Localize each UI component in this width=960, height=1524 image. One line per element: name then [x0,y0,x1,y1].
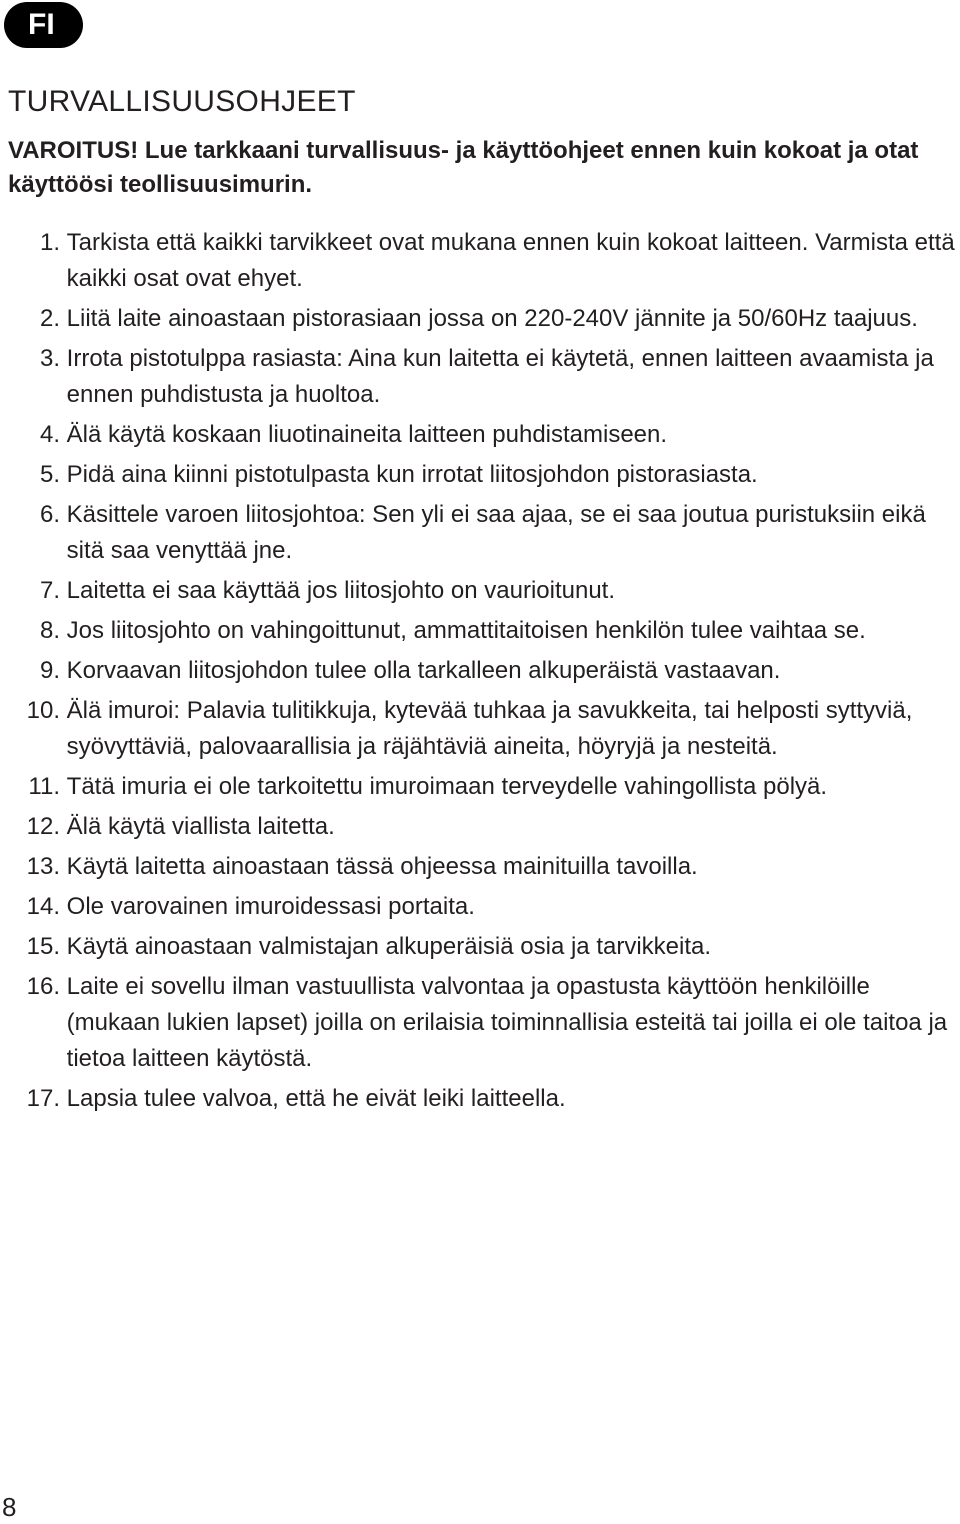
instruction-number: 2. [39,305,60,332]
instruction-number: 6. [39,501,60,528]
instruction-text: Tätä imuria ei ole tarkoitettu imuroimaan terveydelle vahingollista pölyä. [66,773,828,800]
instruction-number: 12. [26,813,60,840]
instruction-item [8,769,960,805]
instruction-item [8,417,960,453]
instruction-text: Laite ei sovellu ilman vastuullista valvontaa ja opastusta käyttöön henkilöille (mukaan lukien lapset) joilla on erilaisia toiminnallisia esteitä tai joilla ei ole taitoa ja tietoa laitteen käytöstä. [66,973,948,1072]
instruction-text: Laitetta ei saa käyttää jos liitosjohto on vaurioitunut. [66,577,616,604]
warning-text: Lue tarkkaani turvallisuus- ja käyttöohjeet ennen kuin kokoat ja otat käyttöösi teollisuusimurin. [8,137,919,198]
warning-lead: VAROITUS! [8,137,139,164]
instruction-item [8,613,960,649]
instruction-text: Älä käytä viallista laitetta. [66,813,335,840]
instruction-number: 17. [26,1085,60,1112]
instruction-text: Liitä laite ainoastaan pistorasiaan jossa on 220-240V jännite ja 50/60Hz taajuus. [66,305,918,332]
instruction-item [8,849,960,885]
instruction-number: 13. [26,853,60,880]
instruction-item [8,929,960,965]
instruction-text: Käytä ainoastaan valmistajan alkuperäisiä osia ja tarvikkeita. [66,933,712,960]
instruction-text: Lapsia tulee valvoa, että he eivät leiki laitteella. [66,1085,566,1112]
instruction-item [8,301,960,337]
instruction-number: 8. [39,617,60,644]
instruction-item [8,225,960,297]
instruction-number: 3. [39,345,60,372]
instruction-text: Älä imuroi: Palavia tulitikkuja, kytevää tuhkaa ja savukkeita, tai helposti syttyviä, syövyttäviä, palovaarallisia ja räjähtäviä aineita, höyryjä ja nesteitä. [66,697,913,760]
instruction-item [8,457,960,493]
instruction-text: Käytä laitetta ainoastaan tässä ohjeessa mainituilla tavoilla. [66,853,698,880]
instruction-text: Ole varovainen imuroidessasi portaita. [66,893,475,920]
instruction-number: 4. [39,421,60,448]
instruction-number: 9. [39,657,60,684]
instruction-number: 11. [28,773,60,800]
instruction-number: 5. [39,461,60,488]
instruction-text: Korvaavan liitosjohdon tulee olla tarkalleen alkuperäistä vastaavan. [66,657,781,684]
instruction-item [8,573,960,609]
instruction-number: 10. [26,697,60,724]
language-badge: FI [4,2,83,48]
instruction-number: 16. [26,973,60,1000]
instruction-item [8,889,960,925]
page-title: TURVALLISUUSOHJEET [8,85,356,118]
instruction-text: Pidä aina kiinni pistotulpasta kun irrotat liitosjohdon pistorasiasta. [66,461,758,488]
instruction-text: Tarkista että kaikki tarvikkeet ovat mukana ennen kuin kokoat laitteen. Varmista että kaikki osat ovat ehyet. [66,229,955,292]
instruction-text: Käsittele varoen liitosjohtoa: Sen yli ei saa ajaa, se ei saa joutua puristuksiin eikä sitä saa venyttää jne. [66,501,926,564]
instruction-number: 15. [26,933,60,960]
warning-paragraph [8,134,948,202]
instruction-item [8,1081,960,1117]
instruction-item [8,969,960,1077]
instruction-item [8,653,960,689]
instruction-text: Älä käytä koskaan liuotinaineita laitteen puhdistamiseen. [66,421,668,448]
instruction-item [8,809,960,845]
instruction-item [8,497,960,569]
safety-instructions-list [8,225,960,1121]
instruction-item [8,693,960,765]
instruction-text: Irrota pistotulppa rasiasta: Aina kun laitetta ei käytetä, ennen laitteen avaamista ja ennen puhdistusta ja huoltoa. [66,345,934,408]
instruction-text: Jos liitosjohto on vahingoittunut, ammattitaitoisen henkilön tulee vaihtaa se. [66,617,866,644]
instruction-item [8,341,960,413]
instruction-number: 7. [39,577,60,604]
instruction-number: 1. [39,229,60,256]
page-number: 8 [2,1492,17,1522]
instruction-number: 14. [26,893,60,920]
